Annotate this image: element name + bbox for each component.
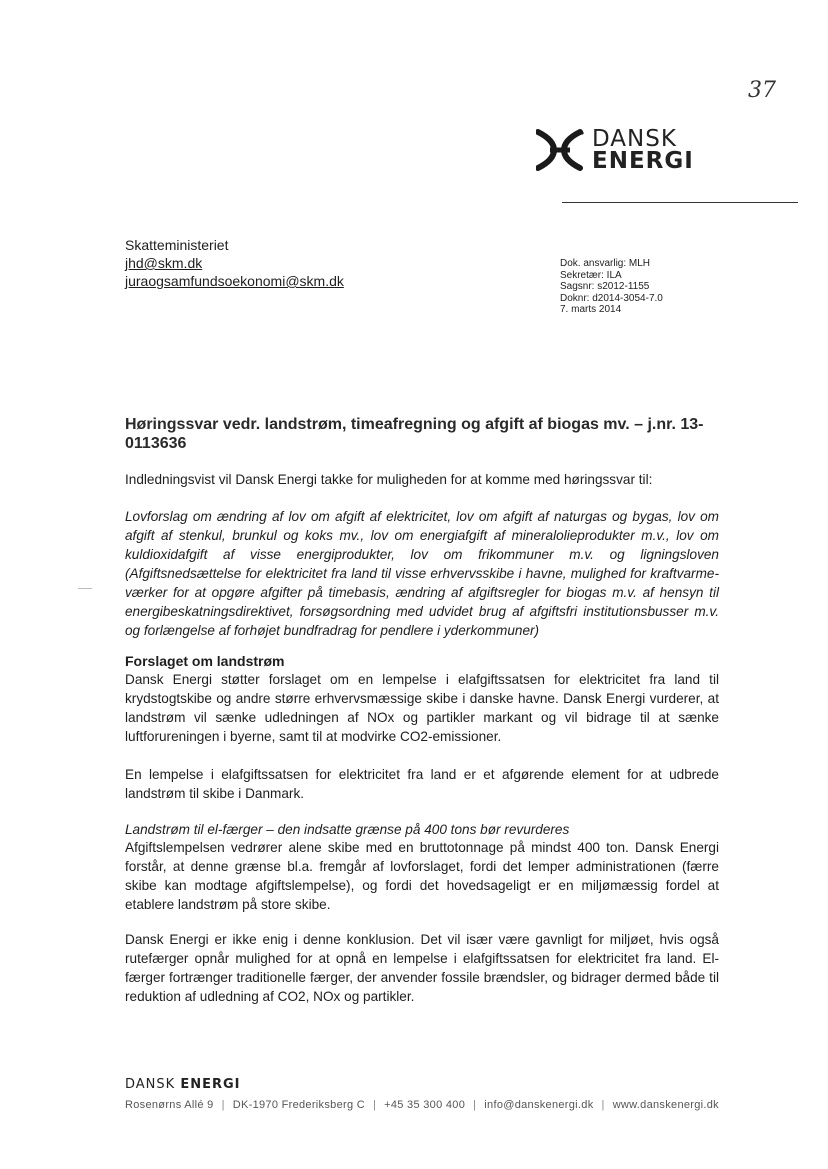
footer-address: Rosenørns Allé 9 xyxy=(125,1099,214,1111)
footer-brand xyxy=(125,1077,241,1092)
letter-subject: Høringssvar vedr. landstrøm, timeafregning og afgift af biogas mv. – j.nr. 13-0113636 xyxy=(125,416,704,452)
section2-paragraph-1: Afgiftslempelsen vedrører alene skibe med en bruttotonnage på mindst 400 ton. Dansk Energi forstår, at denne grænse bl.a. fremgår af lovforslaget, fordi det lemper administrationen (færre skibe kan modtage afgiftslempelse), og fordi det hovedsageligt er en miljømæssig fordel at etablere landstrøm på store skibe. xyxy=(125,840,719,912)
header-divider xyxy=(562,202,798,203)
meta-case-number: Sagsnr: s2012-1155 xyxy=(560,281,650,292)
recipient-block xyxy=(125,236,344,290)
recipient-name: Skatteministeriet xyxy=(125,237,229,253)
footer-web: www.danskenergi.dk xyxy=(612,1099,719,1111)
footer-contact-line: Rosenørns Allé 9 | DK-1970 Frederiksberg C | +45 35 300 400 | info@danskenergi.dk | www.danskenergi.dk xyxy=(125,1099,719,1111)
section1-paragraph-1: Dansk Energi støtter forslaget om en lempelse i elafgiftssatsen for elektricitet fra land til krydstogtskibe og andre større erhvervsmæssige skibe i danske havne. Dansk Energi vurderer, at landstrøm vil sænke udledningen af NOx og partikler markant og vil bidrage til at sænke luftforureningen i byerne, samt til at modvirke CO2-emissioner. xyxy=(125,672,719,744)
section-heading-el-faerger: Landstrøm til el-færger – den indsatte grænse på 400 tons bør revurderes xyxy=(125,822,570,837)
meta-date: 7. marts 2014 xyxy=(560,304,622,315)
logo-wordmark xyxy=(592,128,694,172)
margin-mark xyxy=(78,588,92,589)
page-number: 37 xyxy=(748,78,776,103)
logo-line-1: DANSK xyxy=(592,126,677,152)
logo-line-2: ENERGI xyxy=(592,148,694,174)
intro-paragraph: Indledningsvist vil Dansk Energi takke for muligheden for at komme med høringssvar til: xyxy=(125,472,653,487)
meta-secretary: Sekretær: ILA xyxy=(560,269,622,281)
footer-city: DK-1970 Frederiksberg C xyxy=(232,1099,365,1111)
meta-doc-number: Doknr: d2014-3054-7.0 xyxy=(560,292,663,304)
dansk-energi-logo xyxy=(536,128,694,172)
recipient-email-link-2[interactable]: juraogsamfundsoekonomi@skm.dk xyxy=(125,273,344,289)
section1-paragraph-2: En lempelse i elafgiftssatsen for elektricitet fra land er et afgørende element for at udbrede landstrøm til skibe i Danmark. xyxy=(125,767,719,801)
meta-responsible: Dok. ansvarlig: MLH xyxy=(560,258,651,269)
footer-brand-1: DANSK xyxy=(125,1077,176,1092)
footer-email: info@danskenergi.dk xyxy=(484,1099,594,1111)
footer-brand-2: ENERGI xyxy=(180,1077,241,1092)
section2-paragraph-2: Dansk Energi er ikke enig i denne konklusion. Det vil især være gavnligt for miljøet, hvis også rutefærger opnår mulighed for at opnå en lempelse i elafgiftssatsen for elektricitet fra land. El-færger fortrænger traditionelle færger, der anvender fossile brændsler, og bidrager dermed både til reduktion af udledning af CO2, NOx og partikler. xyxy=(125,932,719,1004)
dansk-energi-logo-icon xyxy=(536,128,584,172)
footer-phone: +45 35 300 400 xyxy=(384,1099,466,1111)
recipient-email-link-1[interactable]: jhd@skm.dk xyxy=(125,255,203,271)
section-heading-landstroem: Forslaget om landstrøm xyxy=(125,653,285,669)
bill-title-paragraph: Lovforslag om ændring af lov om afgift af elektricitet, lov om afgift af naturgas og bygas, lov om afgift af stenkul, brunkul og koks mv., lov om energiafgift af mineralolieprodukter m.v., lov om kuldioxidafgift af visse energiprodukter, lov om frikommuner m.v. og ligningsloven (Afgiftsnedsættelse for elektricitet fra land til visse erhvervsskibe i havne, mulighed for kraftvarme-værker for at opgøre afgifter på timebasis, ændring af afgiftsregler for biogas m.v. af hensyn til energibeskatningsdirektivet, forsøgsordning med udvidet brug af afgiftsfri institutionsbusser m.v. og forlængelse af forhøjet bundfradrag for pendlere i yderkommuner) xyxy=(125,509,719,638)
document-meta xyxy=(560,258,663,316)
